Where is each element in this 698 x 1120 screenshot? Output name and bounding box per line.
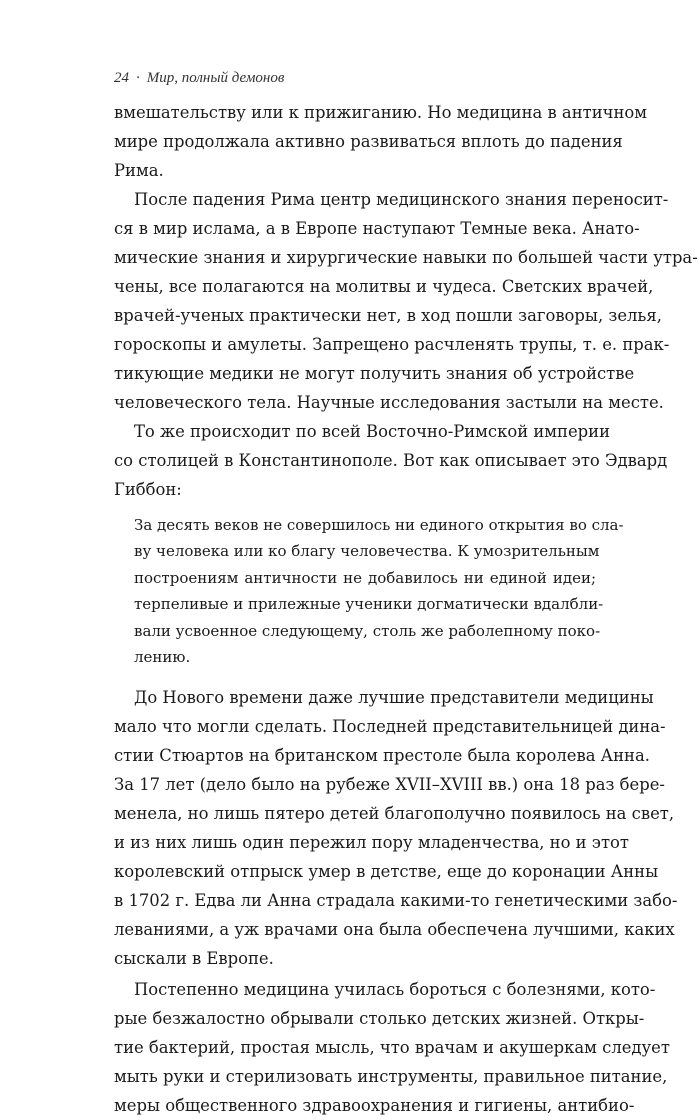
text-line: леваниями, а уж врачами она была обеспечена лучшими, каких <box>114 920 675 939</box>
text-line: чены, все полагаются на молитвы и чудеса. Светских врачей, <box>114 277 654 296</box>
text-line: За 17 лет (дело было на рубеже XVII–XVIII вв.) она 18 раз бере- <box>114 775 665 794</box>
header-separator: · <box>136 70 140 86</box>
text-line: То же происходит по всей Восточно-Римской империи <box>134 422 611 441</box>
text-line: со столицей в Константинополе. Вот как описывает это Эдвард <box>114 451 668 470</box>
paragraph-3 <box>114 417 668 504</box>
text-line: До Нового времени даже лучшие представители медицины <box>134 688 654 707</box>
text-line: рые безжалостно обрывали столько детских жизней. Откры- <box>114 1009 645 1028</box>
quote-line: терпеливые и прилежные ученики догматически вдалбли- <box>134 595 604 614</box>
text-line: Постепенно медицина училась бороться с болезнями, кото- <box>134 980 656 999</box>
text-line: тие бактерий, простая мысль, что врачам и акушеркам следует <box>114 1038 670 1057</box>
quote-line: лению. <box>134 647 191 666</box>
text-line: врачей-ученых практически нет, в ход пошли заговоры, зелья, <box>114 306 662 325</box>
text-line: гороскопы и амулеты. Запрещено расчленять трупы, т. е. прак- <box>114 335 670 354</box>
paragraph-5 <box>114 975 670 1120</box>
text-line: вмешательству или к прижиганию. Но медицина в античном <box>114 103 647 122</box>
text-line: мире продолжала активно развиваться вплоть до падения <box>114 132 623 151</box>
running-title: Мир, полный демонов <box>146 70 285 86</box>
block-quote <box>134 512 624 670</box>
running-header <box>114 70 284 87</box>
text-line: стии Стюартов на британском престоле была королева Анна. <box>114 746 650 765</box>
text-line: Рима. <box>114 161 164 180</box>
quote-line: За десять веков не совершилось ни единого открытия во сла- <box>134 516 624 534</box>
text-line: меры общественного здравоохранения и гигиены, антибио- <box>114 1096 635 1115</box>
text-line: королевский отпрыск умер в детстве, еще до коронации Анны <box>114 862 659 881</box>
text-line: Гиббон: <box>114 480 182 499</box>
paragraph-2 <box>114 185 698 417</box>
text-line: в 1702 г. Едва ли Анна страдала какими-то генетическими забо- <box>114 891 678 910</box>
text-line: мыть руки и стерилизовать инструменты, правильное питание, <box>114 1067 668 1086</box>
text-line: После падения Рима центр медицинского знания переносит- <box>134 190 669 209</box>
quote-line: ву человека или ко благу человечества. К умозрительным <box>134 542 600 561</box>
text-line: менела, но лишь пятеро детей благополучно появилось на свет, <box>114 804 675 823</box>
paragraph-1 <box>114 98 647 185</box>
text-line: сыскали в Европе. <box>114 949 274 968</box>
page-number: 24 <box>114 70 129 86</box>
quote-line: вали усвоенное следующему, столь же раболепному поко- <box>134 621 601 640</box>
paragraph-4 <box>114 683 678 973</box>
text-line: тикующие медики не могут получить знания об устройстве <box>114 364 635 383</box>
text-line: и из них лишь один пережил пору младенчества, но и этот <box>114 833 629 852</box>
text-line: ся в мир ислама, а в Европе наступают Темные века. Анато- <box>114 219 640 238</box>
text-line: мические знания и хирургические навыки по большей части утра- <box>114 248 698 267</box>
text-line: человеческого тела. Научные исследования застыли на месте. <box>114 393 664 412</box>
quote-line: построениям античности не добавилось ни единой идеи; <box>134 568 596 587</box>
text-line: мало что могли сделать. Последней представительницей дина- <box>114 717 666 736</box>
